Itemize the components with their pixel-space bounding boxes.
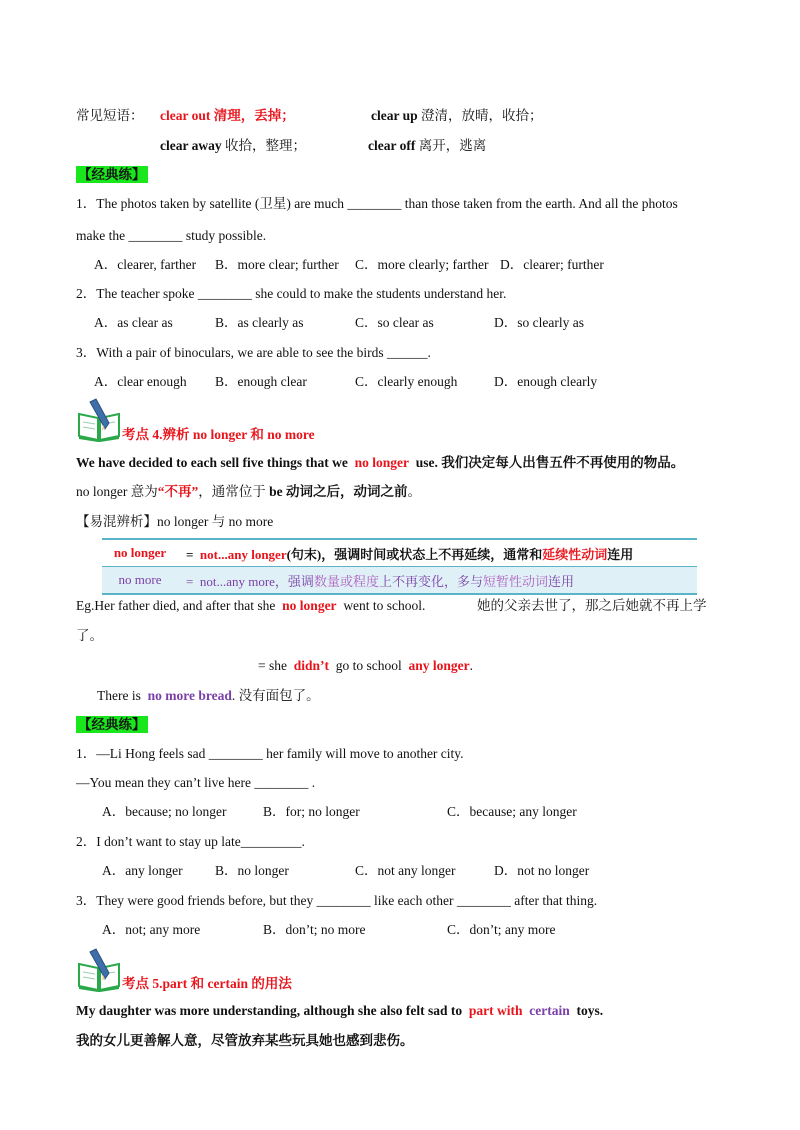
question-3-option-c: C．don’t; any more [447,922,556,937]
row-definition: = not...any more，强调数量或程度上不再变化，多与短暂性动词连用 [186,573,574,589]
eg-translation: 她的父亲去世了，那之后她就不再上学 [477,598,707,613]
question-1-line-2: make the ________ study possible. [76,228,267,243]
question-2-option-b: B．no longer [215,863,289,878]
question-2: 2．The teacher spoke ________ she could to make the students understand her. [76,286,507,301]
question-2-option-b: B．as clearly as [215,315,304,330]
book-pencil-icon [76,948,122,992]
question-3-option-a: A．not; any more [102,922,201,937]
question-1-option-a: A．because; no longer [102,804,227,819]
question-1-line-2: —You mean they can’t live here ________ . [76,775,316,790]
point-4-title: 考点 4.辨析 no longer 和 no more [122,427,315,442]
row-definition: = not...any longer(句末)，强调时间或状态上不再延续，通常和延续性动词连用 [186,546,634,562]
table-row [102,539,697,567]
question-1-option-c: C．more clearly; farther [355,257,489,272]
point-5-title: 考点 5.part 和 certain 的用法 [122,976,292,991]
phrase-clear-out: clear out 清理，丢掉； [160,108,295,123]
row-key: no longer [113,545,167,560]
point-4-note: no longer 意为“不再”，通常位于 be 动词之后，动词之前。 [76,484,421,499]
question-3-option-b: B．don’t; no more [263,922,366,937]
practice-tag: 【经典练】 [78,167,146,182]
question-2-option-c: C．so clear as [355,315,434,330]
question-1-line-1: 1．—Li Hong feels sad ________ her family will move to another city. [76,746,464,761]
eg-translation-cont: 了。 [76,628,103,643]
question-2-option-c: C．not any longer [355,863,456,878]
phrase-clear-up: clear up 澄清，放晴，收拾； [371,108,543,123]
question-3-option-a: A．clear enough [94,374,187,389]
question-3: 3．They were good friends before, but they ________ like each other ________ after that thing. [76,893,598,908]
point-5-example: My daughter was more understanding, although she also felt sad to part with certain toys. [76,1003,604,1018]
book-pencil-icon [76,398,122,442]
question-1-option-a: A．clearer, farther [94,257,197,272]
comparison-table [102,538,697,595]
confusion-heading: 【易混辨析】no longer 与 no more [76,514,274,529]
eg-sentence: Eg.Her father died, and after that she no longer went to school. [76,598,426,613]
question-3-option-b: B．enough clear [215,374,307,389]
practice-tag: 【经典练】 [78,717,146,732]
phrase-clear-away: clear away 收拾，整理； [160,138,306,153]
phrase-clear-off: clear off 离开，逃离 [368,138,487,153]
question-2-option-a: A．any longer [102,863,183,878]
table-row [102,567,697,595]
eg-equivalent: = she didn’t go to school any longer. [258,658,474,673]
question-2: 2．I don’t want to stay up late_________. [76,834,305,849]
question-1-option-c: C．because; any longer [447,804,577,819]
point-4-example: We have decided to each sell five things that we no longer use. 我们决定每人出售五件不再使用的物品。 [76,455,685,470]
question-3: 3．With a pair of binoculars, we are able to see the birds ______. [76,345,431,360]
row-key: no more [118,572,162,587]
question-3-option-d: D．enough clearly [494,374,598,389]
point-5-translation: 我的女儿更善解人意，尽管放弃某些玩具她也感到悲伤。 [76,1033,414,1048]
question-1-option-b: B．for; no longer [263,804,360,819]
bread-example: There is no more bread. 没有面包了。 [97,688,320,703]
question-3-option-c: C．clearly enough [355,374,458,389]
question-1-option-d: D．clearer; further [500,257,604,272]
question-1-line-1: 1．The photos taken by satellite (卫星) are much ________ than those taken from the earth. And all the photos [76,196,678,211]
question-2-option-d: D．so clearly as [494,315,584,330]
question-2-option-a: A．as clear as [94,315,173,330]
phrases-label: 常见短语： [76,108,144,123]
question-1-option-b: B．more clear; further [215,257,339,272]
question-2-option-d: D．not no longer [494,863,590,878]
